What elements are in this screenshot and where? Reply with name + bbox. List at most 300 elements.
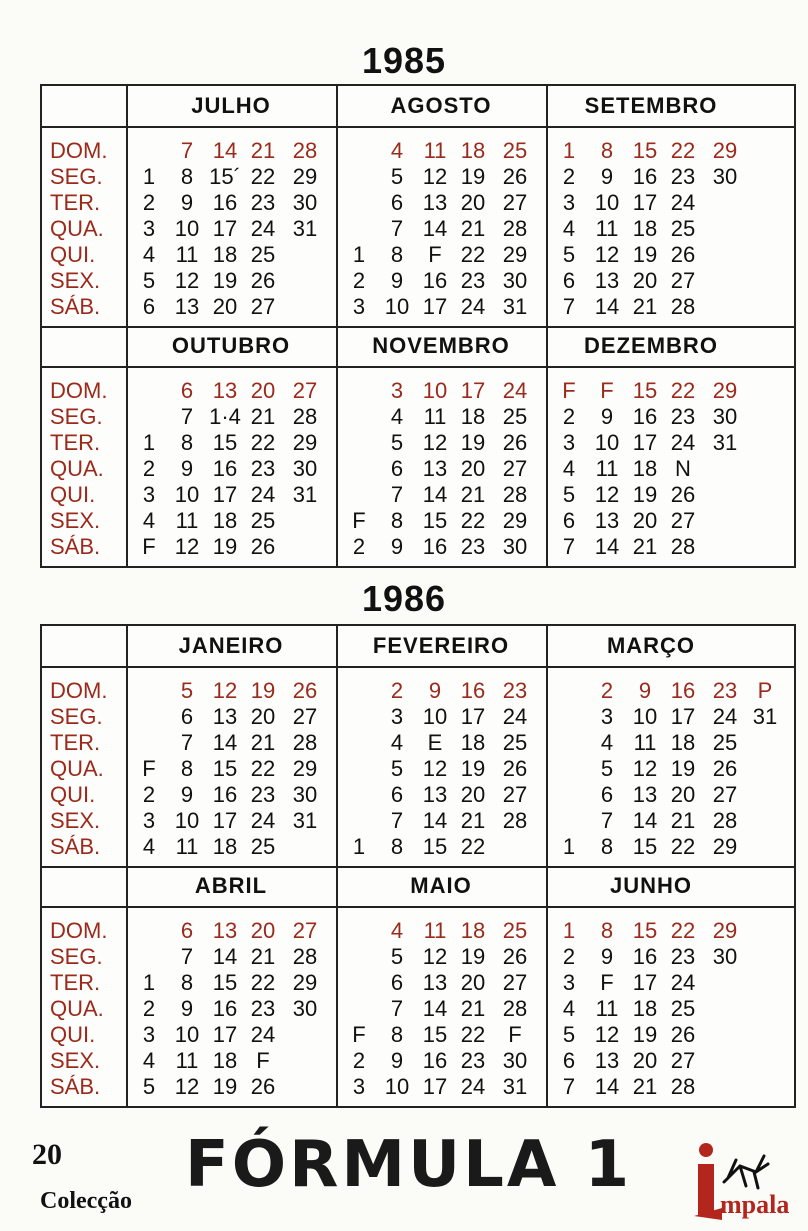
day-cell: 1 (142, 430, 156, 455)
day-cell: 13 (422, 456, 448, 481)
day-cell: F (562, 378, 576, 403)
day-cell: 7 (390, 216, 404, 241)
day-cell: 2 (142, 782, 156, 807)
day-cell: 14 (212, 138, 238, 163)
impala-logo (688, 1138, 808, 1226)
day-cell: 19 (212, 534, 238, 559)
day-cell: F (428, 242, 442, 267)
day-cell: 16 (212, 782, 238, 807)
day-cell: 5 (390, 164, 404, 189)
day-cell: 2 (142, 456, 156, 481)
day-cell: 12 (422, 164, 448, 189)
day-cell: 3 (390, 378, 404, 403)
day-cell: 15 (422, 1022, 448, 1047)
day-cell: 14 (212, 730, 238, 755)
day-cell: 6 (390, 190, 404, 215)
day-cell: 9 (600, 164, 614, 189)
day-cell: 22 (670, 378, 696, 403)
day-cell: 28 (502, 996, 528, 1021)
day-cell: 11 (633, 730, 657, 755)
weekday-label: SEG. (50, 944, 103, 969)
day-cell: 4 (600, 730, 614, 755)
day-cell: 19 (670, 756, 696, 781)
day-cell: 24 (250, 216, 276, 241)
day-cell: 21 (460, 996, 486, 1021)
day-cell: 10 (594, 190, 620, 215)
day-cell: 5 (390, 430, 404, 455)
day-cell: 28 (292, 944, 318, 969)
day-cell: 30 (292, 190, 318, 215)
weekday-label: SEX. (50, 508, 101, 533)
day-cell: 6 (600, 782, 614, 807)
year-grid (40, 624, 796, 1108)
weekday-label: TER. (50, 970, 101, 995)
day-cell: 22 (250, 756, 276, 781)
collection-number: 20 (32, 1138, 62, 1171)
day-cell: 9 (638, 678, 652, 703)
month-name: SETEMBRO (584, 93, 718, 118)
day-cell: F (352, 1022, 366, 1047)
day-cell: 30 (292, 782, 318, 807)
day-cell: 31 (712, 430, 738, 455)
day-cell: 11 (423, 918, 447, 943)
weekday-label: SÁB. (50, 834, 101, 859)
day-cell: 6 (390, 782, 404, 807)
day-cell: 24 (250, 808, 276, 833)
day-cell: 21 (460, 216, 486, 241)
day-cell: 21 (632, 1074, 658, 1099)
day-cell: 6 (562, 1048, 576, 1073)
grid-line (42, 666, 794, 668)
day-cell: 5 (562, 242, 576, 267)
day-cell: 26 (250, 534, 276, 559)
day-cell: 17 (422, 294, 448, 319)
month-name: FEVEREIRO (372, 633, 510, 658)
day-cell: 28 (502, 216, 528, 241)
day-cell: 11 (423, 138, 447, 163)
day-cell: 4 (142, 1048, 156, 1073)
year-grid (40, 84, 796, 568)
weekday-label: SEG. (50, 164, 103, 189)
day-cell: 31 (502, 294, 528, 319)
day-cell: 18 (212, 1048, 238, 1073)
day-cell: 7 (180, 138, 194, 163)
day-cell: 17 (212, 482, 238, 507)
day-cell: 4 (562, 996, 576, 1021)
day-cell: 19 (460, 164, 486, 189)
day-cell: 9 (180, 996, 194, 1021)
day-cell: 5 (562, 1022, 576, 1047)
day-cell: 17 (632, 970, 658, 995)
day-cell: 3 (562, 430, 576, 455)
day-cell: 29 (712, 834, 738, 859)
day-cell: 25 (250, 242, 276, 267)
day-cell: 30 (712, 944, 738, 969)
day-cell: 18 (632, 456, 658, 481)
day-cell: 6 (180, 378, 194, 403)
day-cell: 3 (352, 294, 366, 319)
day-cell: 13 (212, 378, 238, 403)
day-cell: F (352, 508, 366, 533)
weekday-label: QUI. (50, 1022, 96, 1047)
day-cell: 12 (422, 756, 448, 781)
day-cell: 7 (180, 944, 194, 969)
day-cell: 22 (670, 834, 696, 859)
weekday-label: DOM. (50, 138, 108, 163)
day-cell: 27 (502, 190, 528, 215)
day-cell: P (757, 678, 773, 703)
day-cell: 1·4 (209, 404, 241, 429)
day-cell: 5 (142, 1074, 156, 1099)
day-cell: 20 (670, 782, 696, 807)
weekday-label: SEX. (50, 1048, 101, 1073)
day-cell: 6 (390, 456, 404, 481)
day-cell: 19 (212, 1074, 238, 1099)
day-cell: 19 (460, 430, 486, 455)
day-cell: 18 (460, 918, 486, 943)
day-cell: 6 (562, 508, 576, 533)
day-cell: 23 (712, 678, 738, 703)
day-cell: 29 (292, 164, 318, 189)
day-cell: 6 (142, 294, 156, 319)
day-cell: 26 (250, 1074, 276, 1099)
day-cell: 5 (562, 482, 576, 507)
day-cell: 2 (142, 190, 156, 215)
day-cell: 30 (712, 164, 738, 189)
weekday-label: SÁB. (50, 1074, 101, 1099)
day-cell: 17 (212, 216, 238, 241)
day-cell: 19 (632, 1022, 658, 1047)
day-cell: 22 (250, 430, 276, 455)
day-cell: 16 (460, 678, 486, 703)
day-cell: F (508, 1022, 522, 1047)
day-cell: E (427, 730, 443, 755)
day-cell: 3 (142, 1022, 156, 1047)
day-cell: 16 (632, 404, 658, 429)
weekday-label: TER. (50, 730, 101, 755)
day-cell: 16 (670, 678, 696, 703)
day-cell: 12 (422, 944, 448, 969)
day-cell: 9 (180, 456, 194, 481)
day-cell: 10 (422, 378, 448, 403)
day-cell: 17 (212, 808, 238, 833)
day-cell: 1 (142, 970, 156, 995)
day-cell: 10 (384, 294, 410, 319)
day-cell: 2 (352, 534, 366, 559)
weekday-label: QUI. (50, 482, 96, 507)
day-cell: 15 (212, 756, 238, 781)
day-cell: 7 (562, 534, 576, 559)
day-cell: 5 (390, 756, 404, 781)
day-cell: 26 (250, 268, 276, 293)
day-cell: 15 (212, 970, 238, 995)
day-cell: 11 (595, 456, 619, 481)
day-cell: 30 (712, 404, 738, 429)
day-cell: 22 (460, 834, 486, 859)
day-cell: 21 (250, 404, 276, 429)
day-cell: 3 (562, 190, 576, 215)
day-cell: 22 (460, 508, 486, 533)
day-cell: 29 (502, 242, 528, 267)
day-cell: 6 (180, 704, 194, 729)
day-cell: 24 (670, 430, 696, 455)
day-cell: 18 (460, 404, 486, 429)
day-cell: 2 (562, 404, 576, 429)
day-cell: 12 (594, 242, 620, 267)
day-cell: 3 (352, 1074, 366, 1099)
day-cell: 2 (562, 944, 576, 969)
day-cell: 22 (250, 970, 276, 995)
day-cell: 30 (292, 456, 318, 481)
day-cell: 11 (423, 404, 447, 429)
day-cell: 16 (422, 1048, 448, 1073)
day-cell: 22 (250, 164, 276, 189)
month-name: AGOSTO (390, 93, 492, 118)
day-cell: 9 (180, 782, 194, 807)
day-cell: 7 (390, 808, 404, 833)
month-name: OUTUBRO (171, 333, 291, 358)
weekday-label: DOM. (50, 678, 108, 703)
day-cell: 15 (632, 834, 658, 859)
day-cell: 28 (712, 808, 738, 833)
day-cell: 16 (632, 944, 658, 969)
day-cell: 18 (632, 216, 658, 241)
day-cell: 1 (352, 242, 366, 267)
day-cell: 14 (594, 1074, 620, 1099)
year-title: 1985 (361, 40, 447, 81)
day-cell: 19 (212, 268, 238, 293)
day-cell: 2 (352, 268, 366, 293)
day-cell: 30 (502, 1048, 528, 1073)
day-cell: 30 (502, 534, 528, 559)
weekday-label: QUA. (50, 996, 104, 1021)
day-cell: 12 (174, 534, 200, 559)
day-cell: 24 (712, 704, 738, 729)
day-cell: 13 (594, 508, 620, 533)
day-cell: 16 (422, 534, 448, 559)
day-cell: 29 (712, 918, 738, 943)
day-cell: 25 (712, 730, 738, 755)
day-cell: 3 (142, 216, 156, 241)
day-cell: 11 (175, 508, 199, 533)
day-cell: 15´ (209, 164, 241, 189)
day-cell: 15 (422, 508, 448, 533)
weekday-label: QUA. (50, 756, 104, 781)
day-cell: 4 (390, 918, 404, 943)
day-cell: 14 (594, 534, 620, 559)
day-cell: 4 (390, 730, 404, 755)
day-cell: 25 (502, 730, 528, 755)
day-cell: 26 (670, 482, 696, 507)
day-cell: 6 (390, 970, 404, 995)
day-cell: 30 (292, 996, 318, 1021)
day-cell: 13 (422, 190, 448, 215)
weekday-label: QUI. (50, 242, 96, 267)
day-cell: 2 (562, 164, 576, 189)
day-cell: 1 (142, 164, 156, 189)
day-cell: 27 (670, 1048, 696, 1073)
day-cell: 25 (250, 834, 276, 859)
day-cell: 25 (502, 918, 528, 943)
logo-text: mpala (720, 1190, 790, 1219)
weekday-label: SEG. (50, 404, 103, 429)
day-cell: 9 (390, 534, 404, 559)
day-cell: 28 (502, 482, 528, 507)
weekday-label: SÁB. (50, 294, 101, 319)
day-cell: F (600, 378, 614, 403)
month-name: JUNHO (609, 873, 692, 898)
day-cell: 11 (595, 216, 619, 241)
day-cell: 28 (670, 534, 696, 559)
day-cell: N (675, 456, 691, 481)
month-name: NOVEMBRO (372, 333, 510, 358)
day-cell: 8 (600, 834, 614, 859)
month-name: ABRIL (194, 873, 268, 898)
day-cell: 25 (670, 996, 696, 1021)
day-cell: 28 (670, 294, 696, 319)
day-cell: 21 (250, 730, 276, 755)
day-cell: 27 (292, 918, 318, 943)
day-cell: 28 (292, 138, 318, 163)
day-cell: 9 (390, 268, 404, 293)
day-cell: F (600, 970, 614, 995)
day-cell: 17 (422, 1074, 448, 1099)
grid-line (42, 366, 794, 368)
day-cell: 12 (212, 678, 238, 703)
day-cell: 11 (175, 242, 199, 267)
day-cell: 10 (632, 704, 658, 729)
day-cell: 29 (292, 970, 318, 995)
day-cell: 21 (250, 944, 276, 969)
day-cell: 10 (384, 1074, 410, 1099)
day-cell: 29 (712, 378, 738, 403)
day-cell: 3 (390, 704, 404, 729)
day-cell: 21 (632, 534, 658, 559)
weekday-label: SÁB. (50, 534, 101, 559)
day-cell: 28 (292, 404, 318, 429)
day-cell: 25 (502, 138, 528, 163)
day-cell: 12 (594, 1022, 620, 1047)
day-cell: 4 (562, 216, 576, 241)
day-cell: 3 (562, 970, 576, 995)
day-cell: 18 (460, 138, 486, 163)
day-cell: 20 (250, 918, 276, 943)
day-cell: 10 (174, 808, 200, 833)
day-cell: 23 (502, 678, 528, 703)
day-cell: 3 (142, 808, 156, 833)
day-cell: 4 (562, 456, 576, 481)
day-cell: 8 (390, 508, 404, 533)
day-cell: 19 (460, 944, 486, 969)
day-cell: 25 (250, 508, 276, 533)
day-cell: 14 (422, 996, 448, 1021)
day-cell: F (256, 1048, 270, 1073)
day-cell: 2 (390, 678, 404, 703)
day-cell: 26 (670, 1022, 696, 1047)
day-cell: 4 (390, 404, 404, 429)
day-cell: 17 (670, 704, 696, 729)
day-cell: 16 (212, 190, 238, 215)
day-cell: 16 (422, 268, 448, 293)
day-cell: 8 (180, 430, 194, 455)
day-cell: 11 (175, 1048, 199, 1073)
day-cell: 31 (292, 808, 318, 833)
day-cell: 17 (460, 378, 486, 403)
day-cell: 13 (632, 782, 658, 807)
day-cell: 23 (460, 1048, 486, 1073)
day-cell: 16 (212, 456, 238, 481)
weekday-label: QUA. (50, 216, 104, 241)
day-cell: 8 (180, 970, 194, 995)
day-cell: 26 (502, 756, 528, 781)
day-cell: 10 (594, 430, 620, 455)
day-cell: 13 (594, 268, 620, 293)
day-cell: 20 (460, 456, 486, 481)
day-cell: 7 (180, 730, 194, 755)
day-cell: 28 (670, 1074, 696, 1099)
day-cell: 18 (632, 996, 658, 1021)
day-cell: 8 (390, 834, 404, 859)
day-cell: 17 (632, 190, 658, 215)
day-cell: 19 (632, 482, 658, 507)
day-cell: 18 (670, 730, 696, 755)
day-cell: 29 (292, 430, 318, 455)
day-cell: 1 (562, 138, 576, 163)
day-cell: 14 (422, 216, 448, 241)
day-cell: 20 (460, 782, 486, 807)
day-cell: 7 (562, 294, 576, 319)
day-cell: 31 (292, 216, 318, 241)
day-cell: 13 (422, 970, 448, 995)
day-cell: 12 (422, 430, 448, 455)
day-cell: 11 (175, 834, 199, 859)
day-cell: 10 (174, 1022, 200, 1047)
day-cell: 8 (180, 164, 194, 189)
day-cell: 22 (670, 138, 696, 163)
weekday-label: TER. (50, 190, 101, 215)
day-cell: 12 (174, 1074, 200, 1099)
day-cell: 7 (600, 808, 614, 833)
day-cell: 5 (180, 678, 194, 703)
day-cell: 15 (632, 378, 658, 403)
day-cell: 29 (502, 508, 528, 533)
day-cell: 11 (595, 996, 619, 1021)
day-cell: 1 (352, 834, 366, 859)
day-cell: 15 (422, 834, 448, 859)
day-cell: 18 (212, 242, 238, 267)
day-cell: 13 (594, 1048, 620, 1073)
day-cell: 18 (212, 508, 238, 533)
day-cell: 27 (250, 294, 276, 319)
formula-1-title: FÓRMULA 1 (185, 1128, 633, 1202)
day-cell: 26 (502, 430, 528, 455)
day-cell: 24 (460, 294, 486, 319)
day-cell: 3 (600, 704, 614, 729)
day-cell: 2 (600, 678, 614, 703)
day-cell: 7 (562, 1074, 576, 1099)
day-cell: 26 (712, 756, 738, 781)
day-cell: 22 (670, 918, 696, 943)
day-cell: 26 (292, 678, 318, 703)
day-cell: 25 (670, 216, 696, 241)
day-cell: 22 (460, 242, 486, 267)
weekday-label: DOM. (50, 378, 108, 403)
day-cell: 24 (460, 1074, 486, 1099)
day-cell: 23 (670, 164, 696, 189)
day-cell: 21 (250, 138, 276, 163)
day-cell: 27 (502, 970, 528, 995)
day-cell: 26 (670, 242, 696, 267)
